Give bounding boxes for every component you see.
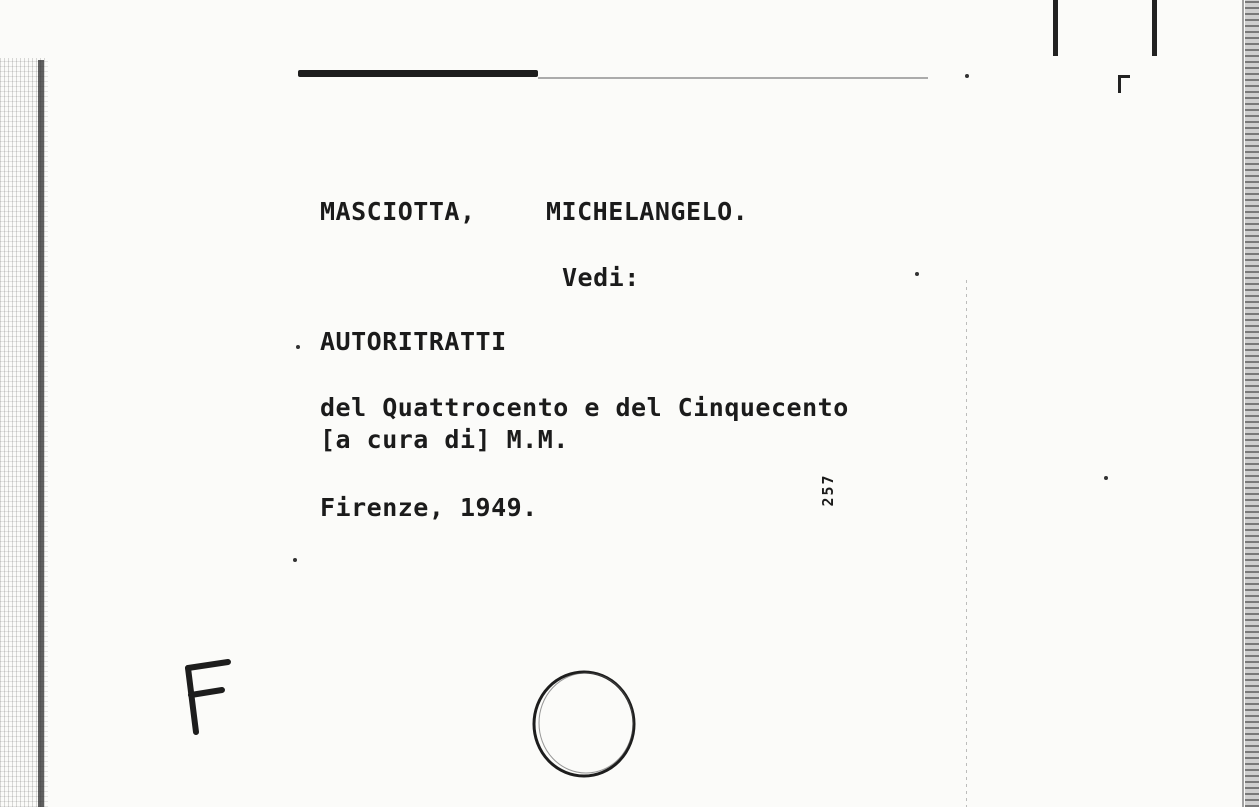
adjacent-card-bracket bbox=[1053, 0, 1157, 56]
stray-dot bbox=[965, 74, 969, 78]
card-fold-line bbox=[966, 280, 967, 807]
card-reference-number: 257 bbox=[819, 473, 837, 507]
see-reference-label: Vedi: bbox=[562, 263, 640, 292]
stray-dot bbox=[296, 345, 300, 349]
handwritten-circle bbox=[528, 665, 643, 785]
scan-right-border-line bbox=[1242, 0, 1244, 807]
work-subtitle-line-2: [a cura di] M.M. bbox=[320, 425, 569, 454]
stray-dot bbox=[293, 558, 297, 562]
work-subtitle-line-1: del Quattrocento e del Cinquecento bbox=[320, 393, 849, 422]
card-top-rule bbox=[298, 70, 538, 77]
stray-dot bbox=[915, 272, 919, 276]
scan-left-border-line bbox=[38, 60, 44, 807]
card-top-rule-thin bbox=[538, 77, 928, 79]
author-forename: MICHELANGELO. bbox=[546, 197, 749, 226]
corner-mark bbox=[1118, 75, 1130, 93]
handwritten-letter-f bbox=[176, 650, 236, 740]
author-surname: MASCIOTTA, bbox=[320, 197, 476, 226]
scan-right-edge bbox=[1245, 0, 1259, 807]
stray-dot bbox=[1104, 476, 1108, 480]
publication-imprint: Firenze, 1949. bbox=[320, 493, 538, 522]
work-title: AUTORITRATTI bbox=[320, 327, 507, 356]
